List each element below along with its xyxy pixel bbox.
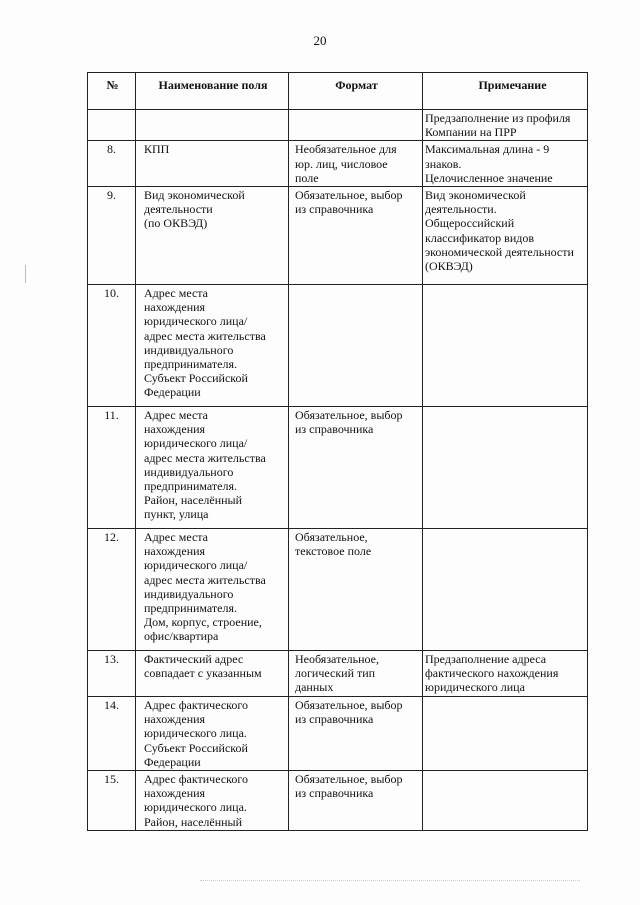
note-line: Предзаполнение адреса [425, 652, 547, 667]
field-name-cell [136, 141, 289, 187]
format-line: из справочника [295, 712, 374, 727]
format-cell [289, 407, 423, 529]
note-line: Компании на ПРР [425, 125, 517, 140]
field-name-line: пункт, улица [144, 507, 209, 522]
scan-artifact-dots [200, 880, 580, 881]
row-number: 14. [88, 697, 136, 771]
field-name-line: Федерации [144, 754, 201, 769]
field-name-line: нахождения [144, 422, 206, 437]
field-name-line: юридического лица/ [144, 436, 248, 451]
field-name-line: юридического лица. [144, 800, 247, 815]
field-name-cell [136, 407, 289, 529]
field-name-line: Субъект Российской [144, 740, 248, 755]
field-name-cell [136, 771, 289, 831]
field-name-line: нахождения [144, 712, 206, 727]
row-number: 8. [88, 141, 136, 187]
field-name-line: Фактический адрес [144, 652, 244, 667]
format-line: текстовое поле [295, 544, 372, 559]
field-name-line: юридического лица. [144, 726, 247, 741]
table-body [88, 110, 588, 831]
page-number: 20 [313, 33, 327, 48]
note-line: знаков. [425, 156, 462, 171]
note-cell [423, 141, 588, 187]
row-number [88, 110, 136, 141]
field-name-cell [136, 651, 289, 697]
field-name-line: (по ОКВЭД) [144, 216, 208, 231]
field-name-cell [136, 110, 289, 141]
field-name-line: нахождения [144, 786, 206, 801]
field-name-cell [136, 697, 289, 771]
field-name-line: деятельности [144, 202, 213, 217]
table-header-row [88, 73, 588, 110]
format-cell [289, 110, 423, 141]
table-row [88, 141, 588, 187]
field-name-line: нахождения [144, 300, 206, 315]
table-row [88, 651, 588, 697]
table-row [88, 187, 588, 285]
format-line: Обязательное, выбор [295, 408, 403, 423]
format-line: логический тип [295, 666, 376, 681]
format-cell [289, 651, 423, 697]
format-line: Обязательное, выбор [295, 772, 403, 787]
field-name-line: Федерации [144, 385, 201, 400]
field-name-line: нахождения [144, 544, 206, 559]
format-cell [289, 771, 423, 831]
note-cell [423, 407, 588, 529]
table-row [88, 529, 588, 651]
field-name-line: Район, населённый [144, 814, 243, 829]
header-num: № [88, 73, 136, 110]
format-line: данных [295, 680, 334, 695]
note-line: Вид экономической [425, 188, 526, 203]
header-note: Примечание [423, 73, 588, 110]
format-line: из справочника [295, 786, 374, 801]
format-line: Необязательное, [295, 652, 379, 667]
row-number: 12. [88, 529, 136, 651]
format-line: Обязательное, выбор [295, 698, 403, 713]
note-line: фактического нахождения [425, 666, 559, 681]
field-name-line: Адрес фактического [144, 772, 248, 787]
field-name-line: адрес места жительства [144, 572, 266, 587]
row-number: 11. [88, 407, 136, 529]
row-number: 10. [88, 285, 136, 407]
format-line: Обязательное, выбор [295, 188, 403, 203]
field-name-line: юридического лица/ [144, 314, 248, 329]
note-line: Предзаполнение из профиля [425, 111, 571, 125]
field-name-line: совпадает с указанным [144, 666, 262, 681]
row-number: 13. [88, 651, 136, 697]
field-name-cell [136, 529, 289, 651]
note-cell [423, 187, 588, 285]
header-field-name: Наименование поля [136, 73, 289, 110]
field-name-line: Адрес места [144, 530, 208, 545]
table-row [88, 697, 588, 771]
field-name-line: индивидуального [144, 586, 234, 601]
format-cell [289, 187, 423, 285]
field-name-line: Вид экономической [144, 188, 245, 203]
format-line: из справочника [295, 202, 374, 217]
field-name-line: предпринимателя. [144, 479, 237, 494]
format-cell [289, 529, 423, 651]
note-line: юридического лица [425, 680, 525, 695]
note-line: классификатор видов [425, 230, 535, 245]
format-line: из справочника [295, 422, 374, 437]
fields-table [87, 72, 588, 831]
field-name-line: предпринимателя. [144, 601, 237, 616]
header-format: Формат [289, 73, 423, 110]
field-name-cell [136, 187, 289, 285]
field-name-line: юридического лица/ [144, 558, 248, 573]
format-line: юр. лиц, числовое [295, 156, 388, 171]
row-number: 15. [88, 771, 136, 831]
scan-artifact [25, 265, 26, 283]
format-cell [289, 697, 423, 771]
field-name-line: Адрес места [144, 408, 208, 423]
format-cell [289, 285, 423, 407]
note-cell [423, 697, 588, 771]
note-cell [423, 529, 588, 651]
format-line: Обязательное, [295, 530, 368, 545]
field-name-line: адрес места жительства [144, 328, 266, 343]
field-name-line: предпринимателя. [144, 357, 237, 372]
table-row [88, 110, 588, 141]
field-name-line: Адрес фактического [144, 698, 248, 713]
note-cell [423, 285, 588, 407]
note-line: Целочисленное значение [425, 170, 553, 185]
field-name-line: Район, населённый [144, 493, 243, 508]
note-cell [423, 110, 588, 141]
row-number: 9. [88, 187, 136, 285]
note-line: Максимальная длина - 9 [425, 142, 550, 157]
field-name-line: Субъект Российской [144, 371, 248, 386]
field-name-line: КПП [144, 142, 170, 157]
field-name-line: Дом, корпус, строение, [144, 615, 262, 630]
note-line: Общероссийский [425, 216, 515, 231]
format-cell [289, 141, 423, 187]
field-name-line: индивидуального [144, 342, 234, 357]
table-row [88, 285, 588, 407]
note-line: экономической деятельности [425, 244, 574, 259]
table-row [88, 771, 588, 831]
note-cell [423, 771, 588, 831]
field-name-line: индивидуального [144, 464, 234, 479]
format-line: Необязательное для [295, 142, 397, 157]
table-row [88, 407, 588, 529]
field-name-cell [136, 285, 289, 407]
format-line: поле [295, 170, 319, 185]
note-cell [423, 651, 588, 697]
field-name-line: адрес места жительства [144, 450, 266, 465]
field-name-line: офис/квартира [144, 629, 219, 644]
note-line: деятельности. [425, 202, 497, 217]
field-name-line: Адрес места [144, 286, 208, 301]
note-line: (ОКВЭД) [425, 259, 473, 274]
